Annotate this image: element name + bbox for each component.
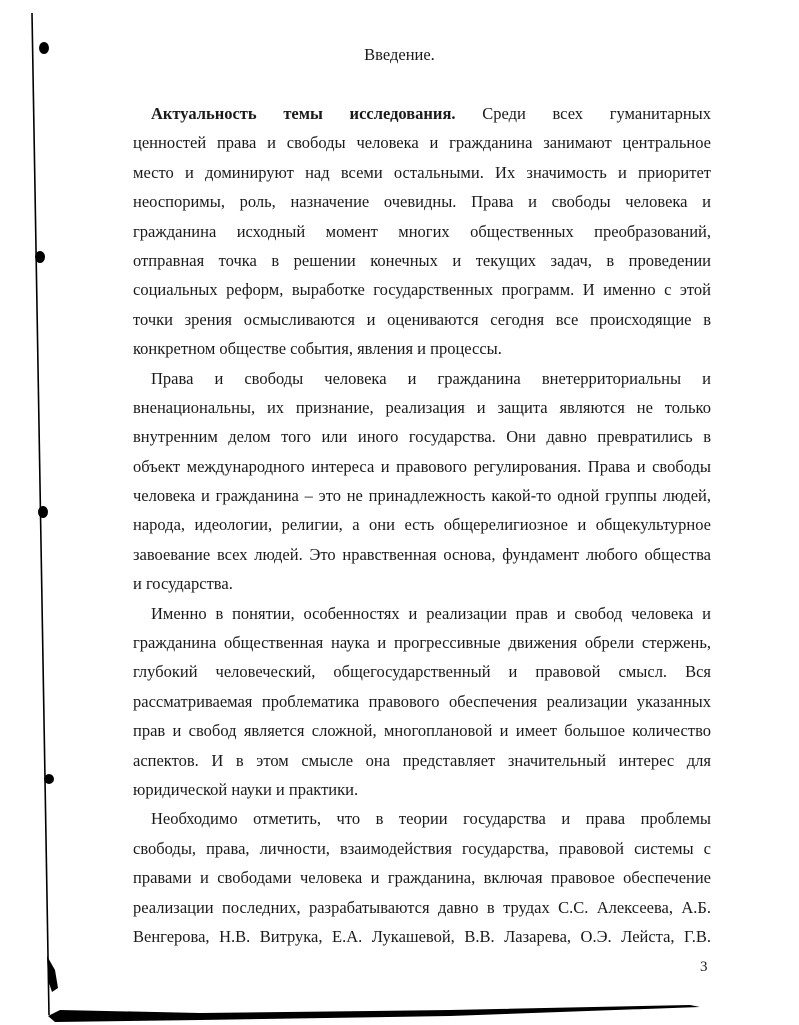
text-line: Права и свободы человека и гражданина внетерриториальны и: [151, 368, 711, 388]
text-line: вненациональны, их признание, реализация и защита являются не только: [133, 397, 711, 417]
text-line: и государства.: [133, 574, 233, 594]
text-line: Венгерова, Н.В. Витрука, Е.А. Лукашевой, В.В. Лазарева, О.Э. Лейста, Г.В.: [133, 926, 711, 946]
text-line: народа, идеологии, религии, а они есть общерелигиозное и общекультурное: [133, 515, 711, 535]
corner-smudge: [47, 956, 58, 992]
text-line: Необходимо отметить, что в теории государства и права проблемы: [151, 809, 711, 829]
text-line: реализации последних, разрабатываются давно в трудах С.С. Алексеева, А.Б.: [133, 897, 711, 917]
text-line: прав и свобод является сложной, многоплановой и имеет большое количество: [133, 721, 711, 741]
text-line: [133, 99, 711, 128]
paragraph-concept: [133, 599, 711, 805]
text-line: место и доминируют над всеми остальными. Их значимость и приоритет: [133, 162, 711, 182]
text-line: Именно в понятии, особенностях и реализации прав и свобод человека и: [151, 603, 711, 623]
paragraph-theory: [133, 804, 711, 951]
text-line: ценностей права и свободы человека и гражданина занимают центральное: [133, 133, 711, 153]
text-line: свободы, права, личности, взаимодействия государства, правовой системы с: [133, 838, 711, 858]
text-line: завоевание всех людей. Это нравственная основа, фундамент любого общества: [133, 544, 711, 564]
punch-hole-mark: [38, 506, 48, 518]
binding-edge-line: [32, 13, 49, 1015]
paragraph-relevance: [133, 99, 711, 364]
document-body: [133, 99, 711, 951]
section-title: Введение.: [364, 45, 435, 64]
text-line: рассматриваемая проблематика правового обеспечения реализации указанных: [133, 691, 711, 711]
bold-lead: Актуальность темы исследования.: [151, 104, 456, 123]
text-line: точки зрения осмысливаются и оцениваются сегодня все происходящие в: [133, 309, 711, 329]
text-line: глубокий человеческий, общегосударственный и правовой смысл. Вся: [133, 662, 711, 682]
text-line: правами и свободами человека и гражданина, включая правовое обеспечение: [133, 868, 711, 888]
text-line: неоспоримы, роль, назначение очевидны. Права и свободы человека и: [133, 192, 711, 212]
punch-hole-mark: [44, 774, 54, 784]
text-line: гражданина исходный момент многих общественных преобразований,: [133, 221, 711, 241]
paragraph-rights-universal: [133, 364, 711, 599]
bottom-edge-shadow: [48, 1005, 700, 1022]
text-fragment: Среди всех гуманитарных: [482, 104, 712, 123]
text-line: конкретном обществе события, явления и процессы.: [133, 339, 502, 359]
page-number: 3: [700, 959, 708, 975]
text-line: юридической науки и практики.: [133, 779, 359, 799]
text-line: объект международного интереса и правового регулирования. Права и свободы: [133, 456, 711, 476]
text-line: отправная точка в решении конечных и текущих задач, в проведении: [133, 250, 711, 270]
punch-hole-mark: [35, 251, 45, 263]
text-line: аспектов. И в этом смысле она представляет значительный интерес для: [133, 750, 711, 770]
text-line: гражданина общественная наука и прогрессивные движения обрели стержень,: [133, 633, 711, 653]
text-line: человека и гражданина – это не принадлежность какой-то одной группы людей,: [133, 486, 711, 506]
text-line: социальных реформ, выработке государственных программ. И именно с этой: [133, 280, 711, 300]
text-line: внутренним делом того или иного государства. Они давно превратились в: [133, 427, 711, 447]
